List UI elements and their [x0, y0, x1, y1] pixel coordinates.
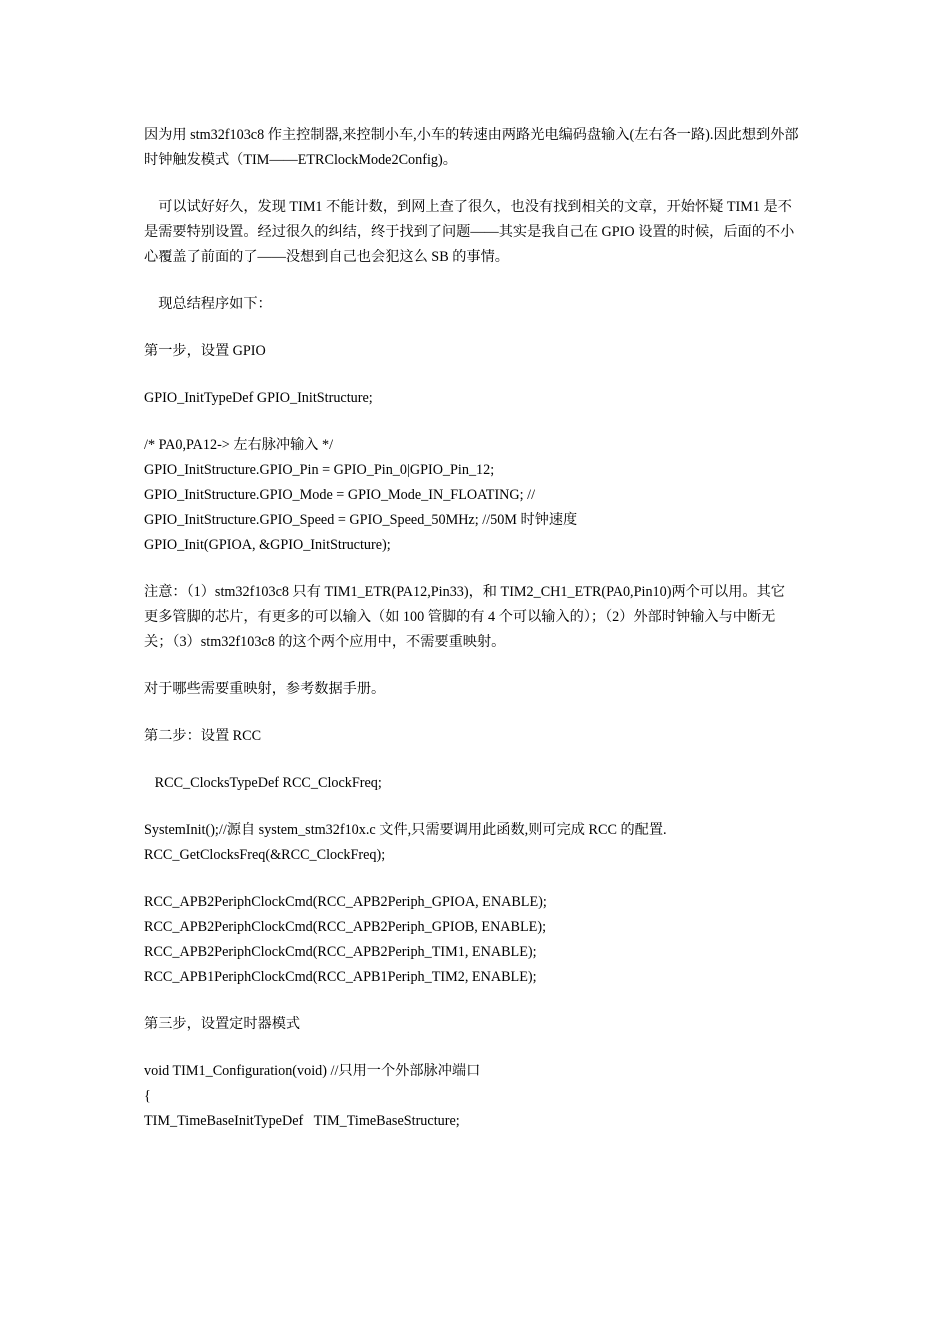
code-line: /* PA0,PA12-> 左右脉冲输入 */ [144, 437, 334, 453]
code-tim1-configuration [144, 1059, 808, 1134]
paragraph-summary [144, 292, 808, 317]
heading-step-three [144, 1012, 808, 1037]
code-line: RCC_GetClocksFreq(&RCC_ClockFreq); [144, 847, 386, 863]
code-line: { [144, 1088, 151, 1104]
text-line: 可以试好好久，发现 TIM1 不能计数，到网上查了很久，也没有找到相关的文章，开始怀疑 TIM1 是不 [144, 199, 792, 215]
code-line: RCC_ClocksTypeDef RCC_ClockFreq; [144, 775, 382, 791]
code-line: GPIO_InitStructure.GPIO_Speed = GPIO_Speed_50MHz; //50M 时钟速度 [144, 512, 578, 528]
text-line: 对于哪些需要重映射，参考数据手册。 [144, 681, 386, 697]
text-line: 更多管脚的芯片，有更多的可以输入（如 100 管脚的有 4 个可以输入的）；（2）外部时钟输入与中断无 [144, 609, 776, 625]
text-line: 是需要特别设置。经过很久的纠结，终于找到了问题——其实是我自己在 GPIO 设置的时候，后面的不小 [144, 224, 795, 240]
heading-step-two [144, 724, 808, 749]
text-line: 心覆盖了前面的了——没想到自己也会犯这么 SB 的事情。 [144, 249, 509, 265]
code-rcc-declaration [144, 771, 808, 796]
code-line: TIM_TimeBaseInitTypeDef TIM_TimeBaseStructure; [144, 1113, 460, 1129]
code-gpio-declaration [144, 386, 808, 411]
code-line: GPIO_InitStructure.GPIO_Pin = GPIO_Pin_0|GPIO_Pin_12; [144, 462, 495, 478]
text-line: 第一步，设置 GPIO [144, 343, 266, 359]
code-line: RCC_APB2PeriphClockCmd(RCC_APB2Periph_GPIOB, ENABLE); [144, 919, 547, 935]
text-line: 时钟触发模式（TIM——ETRClockMode2Config)。 [144, 152, 457, 168]
code-gpio-init [144, 433, 808, 558]
heading-step-one [144, 339, 808, 364]
code-line: GPIO_InitTypeDef GPIO_InitStructure; [144, 390, 373, 406]
code-line: RCC_APB2PeriphClockCmd(RCC_APB2Periph_GPIOA, ENABLE); [144, 894, 547, 910]
document-body [144, 123, 808, 1156]
code-line: RCC_APB2PeriphClockCmd(RCC_APB2Periph_TIM1, ENABLE); [144, 944, 537, 960]
paragraph-note [144, 580, 808, 655]
code-rcc-init [144, 818, 808, 868]
text-line: 现总结程序如下： [144, 296, 272, 312]
code-rcc-clock-enable [144, 890, 808, 990]
text-line: 因为用 stm32f103c8 作主控制器,来控制小车,小车的转速由两路光电编码盘输入(左右各一路).因此想到外部 [144, 127, 799, 143]
text-line: 注意：（1）stm32f103c8 只有 TIM1_ETR(PA12,Pin33)，和 TIM2_CH1_ETR(PA0,Pin10)两个可以用。其它 [144, 584, 785, 600]
text-line: 第三步，设置定时器模式 [144, 1016, 301, 1032]
text-line: 第二步：设置 RCC [144, 728, 262, 744]
code-line: GPIO_InitStructure.GPIO_Mode = GPIO_Mode_IN_FLOATING; // [144, 487, 536, 503]
code-line: SystemInit();//源自 system_stm32f10x.c 文件,只需要调用此函数,则可完成 RCC 的配置. [144, 822, 667, 838]
code-line: GPIO_Init(GPIOA, &GPIO_InitStructure); [144, 537, 391, 553]
code-line: void TIM1_Configuration(void) //只用一个外部脉冲端口 [144, 1063, 481, 1079]
paragraph-problem [144, 195, 808, 270]
paragraph-remap-reference [144, 677, 808, 702]
code-line: RCC_APB1PeriphClockCmd(RCC_APB1Periph_TIM2, ENABLE); [144, 969, 537, 985]
text-line: 关；（3）stm32f103c8 的这个两个应用中，不需要重映射。 [144, 634, 506, 650]
paragraph-intro [144, 123, 808, 173]
